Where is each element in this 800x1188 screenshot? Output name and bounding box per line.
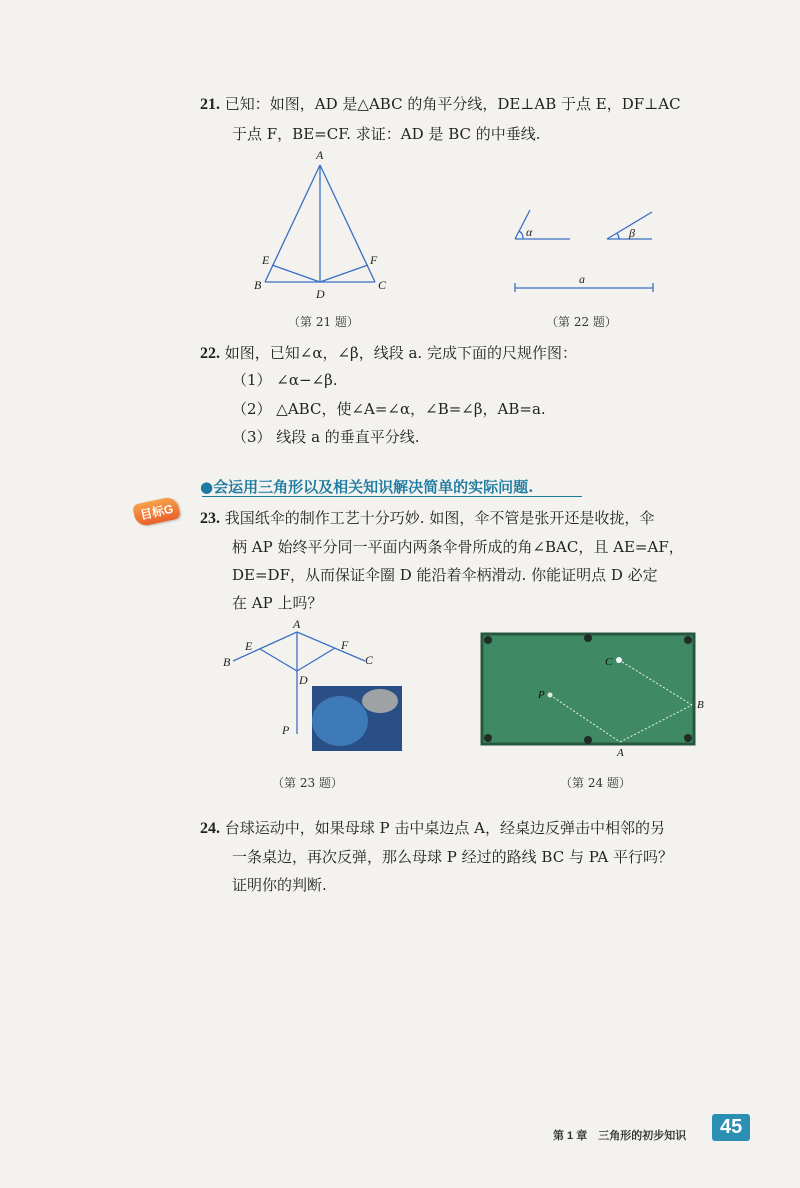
fig22-alpha-arc — [519, 231, 523, 239]
fig23-label-f: F — [341, 638, 349, 652]
fig23-label-a: A — [293, 617, 301, 631]
fig24-label-c: C — [605, 656, 613, 668]
q23-line2: 柄 AP 始终平分同一平面内两条伞骨所成的角∠BAC，且 AE=AF， — [232, 538, 684, 556]
fig24-label-p: P — [538, 689, 545, 701]
page-number: 45 — [712, 1114, 750, 1141]
q23-line1 — [200, 508, 654, 529]
pocket-top-left — [484, 636, 492, 644]
q24-line3: 证明你的判断. — [232, 876, 327, 894]
q21-number: 21. — [200, 96, 220, 113]
figure-22 — [505, 200, 675, 300]
fig22-label-beta: β — [629, 226, 635, 240]
q22-text-1: 如图，已知∠α，∠β，线段 a. 完成下面的尺规作图： — [224, 344, 577, 362]
fig22-label-alpha: α — [526, 225, 533, 239]
q21-line1 — [200, 94, 681, 115]
billiard-table — [482, 634, 694, 744]
q24-line2: 一条桌边，再次反弹，那么母球 P 经过的路线 BC 与 PA 平行吗？ — [232, 848, 674, 866]
q22-item-3: （3） 线段 a 的垂直平分线. — [232, 428, 420, 446]
pocket-bottom-middle — [584, 736, 592, 744]
fig21-caption: （第 21 题） — [288, 315, 359, 329]
chapter-footer: 第 1 章 三角形的初步知识 — [553, 1130, 687, 1142]
fig21-seg-de — [272, 265, 320, 282]
q24-line1 — [200, 818, 665, 839]
fig21-side-ac — [320, 165, 375, 282]
fig23-stretcher-ed — [260, 649, 297, 671]
fig23-label-c: C — [365, 653, 374, 667]
fig23-label-p: P — [282, 723, 290, 737]
pocket-bottom-right — [684, 734, 692, 742]
fig23-stretcher-fd — [297, 648, 335, 671]
figure-21 — [245, 145, 405, 305]
fig23-caption: （第 23 题） — [272, 776, 343, 790]
q22-item-1: （1） ∠α−∠β. — [232, 371, 338, 389]
q24-number: 24. — [200, 820, 220, 837]
fig21-label-a: A — [316, 148, 324, 162]
umbrella-photo-canopy — [312, 696, 368, 746]
goal-badge: 目标G — [132, 496, 181, 528]
pocket-top-middle — [584, 634, 592, 642]
fig24-caption: （第 24 题） — [560, 776, 631, 790]
fig21-label-f: F — [370, 253, 378, 267]
q23-line4: 在 AP 上吗？ — [232, 594, 323, 612]
pocket-top-right — [684, 636, 692, 644]
q23-text-1: 我国纸伞的制作工艺十分巧妙. 如图，伞不管是张开还是收拢，伞 — [224, 509, 655, 527]
figure-24 — [478, 630, 708, 760]
umbrella-photo-blossom — [362, 689, 398, 713]
pocket-bottom-left — [484, 734, 492, 742]
ball-c — [616, 657, 622, 663]
fig21-seg-df — [320, 265, 368, 282]
fig23-label-d: D — [299, 673, 308, 687]
fig21-label-c: C — [378, 278, 387, 292]
fig22-label-a: a — [579, 272, 585, 286]
q22-line1 — [200, 343, 577, 364]
fig23-rib-ab — [233, 632, 297, 661]
fig22-beta-arc — [617, 233, 619, 239]
q22-item-2: （2） △ABC，使∠A=∠α，∠B=∠β，AB=a. — [232, 400, 546, 418]
fig21-label-d: D — [316, 287, 325, 301]
fig22-caption: （第 22 题） — [546, 315, 617, 329]
q23-number: 23. — [200, 510, 220, 527]
fig21-label-b: B — [254, 278, 262, 292]
q21-line2: 于点 F，BE=CF. 求证：AD 是 BC 的中垂线. — [232, 125, 541, 143]
fig23-label-e: E — [245, 639, 253, 653]
fig21-side-ab — [265, 165, 320, 282]
fig24-label-a: A — [617, 747, 624, 759]
figure-23 — [215, 616, 410, 756]
q22-number: 22. — [200, 345, 220, 362]
fig21-label-e: E — [262, 253, 270, 267]
q24-text-1: 台球运动中，如果母球 P 击中桌边点 A，经桌边反弹击中相邻的另 — [224, 819, 666, 837]
goal-underline — [202, 496, 582, 497]
fig23-rib-ac — [297, 632, 365, 661]
goal-statement: ●会运用三角形以及相关知识解决简单的实际问题. — [200, 478, 534, 496]
fig23-label-b: B — [223, 655, 231, 669]
ball-p — [548, 693, 553, 698]
fig24-label-b: B — [697, 699, 704, 711]
q21-text-1: 已知：如图，AD 是△ABC 的角平分线，DE⊥AB 于点 E，DF⊥AC — [224, 95, 681, 113]
q23-line3: DE=DF，从而保证伞圈 D 能沿着伞柄滑动. 你能证明点 D 必定 — [232, 566, 658, 584]
